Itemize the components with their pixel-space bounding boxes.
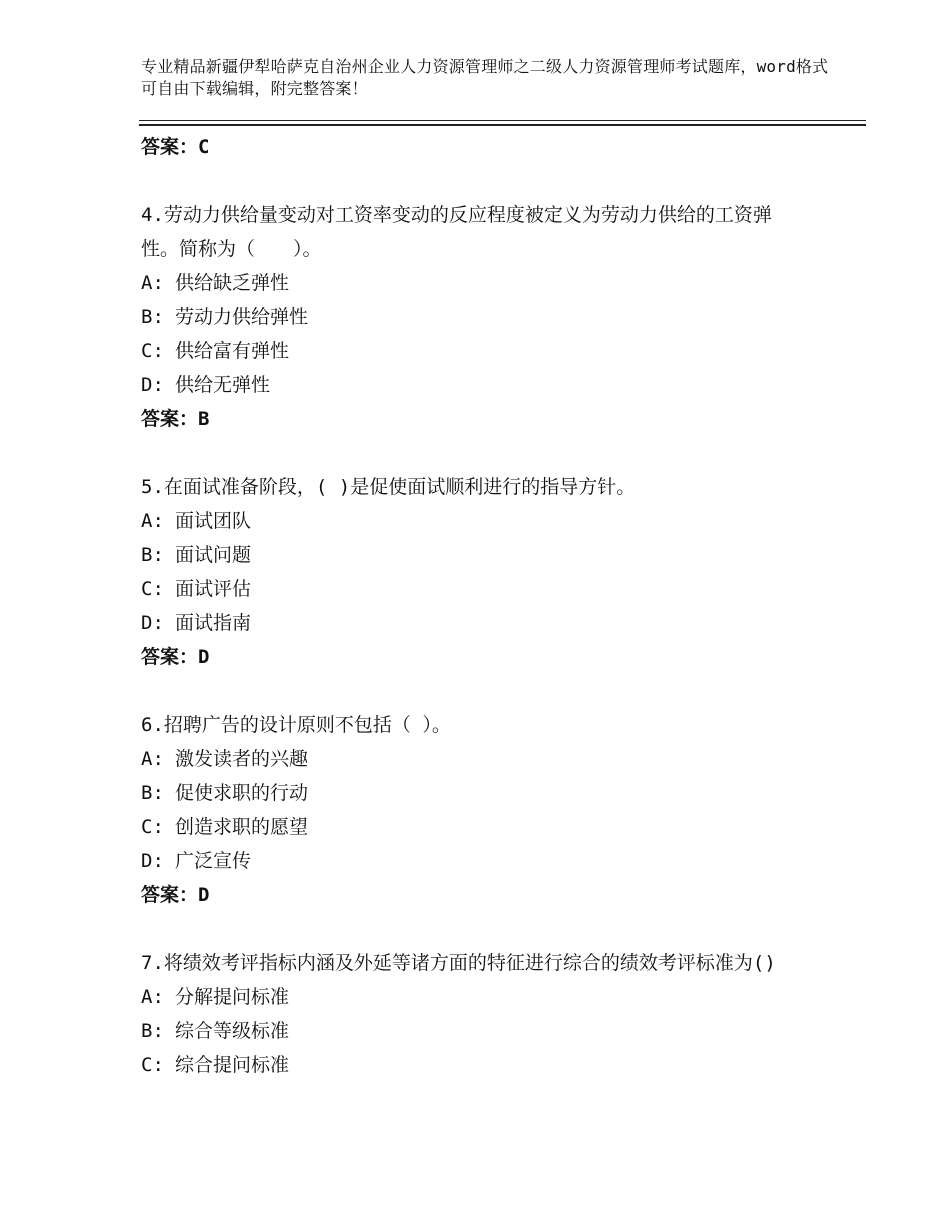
answer-line: 答案：D bbox=[141, 646, 210, 668]
question-item bbox=[141, 946, 861, 1082]
question-stem: 6.招聘广告的设计原则不包括（ ）。 bbox=[141, 714, 451, 736]
question-stem: 4.劳动力供给量变动对工资率变动的反应程度被定义为劳动力供给的工资弹性。简称为（ ）。 bbox=[141, 204, 772, 260]
option-b: B: 劳动力供给弹性 bbox=[141, 306, 309, 328]
option-c: C: 综合提问标准 bbox=[141, 1054, 290, 1076]
option-a: A: 分解提问标准 bbox=[141, 986, 290, 1008]
question-stem: 5.在面试准备阶段，( )是促使面试顺利进行的指导方针。 bbox=[141, 476, 636, 498]
question-stem: 7.将绩效考评指标内涵及外延等诸方面的特征进行综合的绩效考评标准为() bbox=[141, 952, 776, 974]
option-a: A: 激发读者的兴趣 bbox=[141, 748, 309, 770]
header-title: 专业精品新疆伊犁哈萨克自治州企业人力资源管理师之二级人力资源管理师考试题库，word格式可自由下载编辑，附完整答案！ bbox=[141, 57, 829, 98]
option-b: B: 促使求职的行动 bbox=[141, 782, 309, 804]
question-item bbox=[141, 708, 861, 912]
option-d: D: 广泛宣传 bbox=[141, 850, 252, 872]
option-d: D: 面试指南 bbox=[141, 612, 252, 634]
question-list bbox=[141, 130, 861, 1082]
option-c: C: 面试评估 bbox=[141, 578, 252, 600]
question-item bbox=[141, 198, 861, 436]
option-a: A: 面试团队 bbox=[141, 510, 252, 532]
header-divider-thin bbox=[139, 120, 866, 121]
option-b: B: 综合等级标准 bbox=[141, 1020, 290, 1042]
document-header bbox=[141, 56, 841, 100]
header-divider-thick bbox=[139, 124, 866, 126]
option-a: A: 供给缺乏弹性 bbox=[141, 272, 290, 294]
option-b: B: 面试问题 bbox=[141, 544, 252, 566]
answer-line: 答案：C bbox=[141, 136, 210, 158]
question-item bbox=[141, 470, 861, 674]
option-c: C: 供给富有弹性 bbox=[141, 340, 290, 362]
option-c: C: 创造求职的愿望 bbox=[141, 816, 309, 838]
answer-line: 答案：D bbox=[141, 884, 210, 906]
answer-line: 答案：B bbox=[141, 408, 210, 430]
option-d: D: 供给无弹性 bbox=[141, 374, 271, 396]
